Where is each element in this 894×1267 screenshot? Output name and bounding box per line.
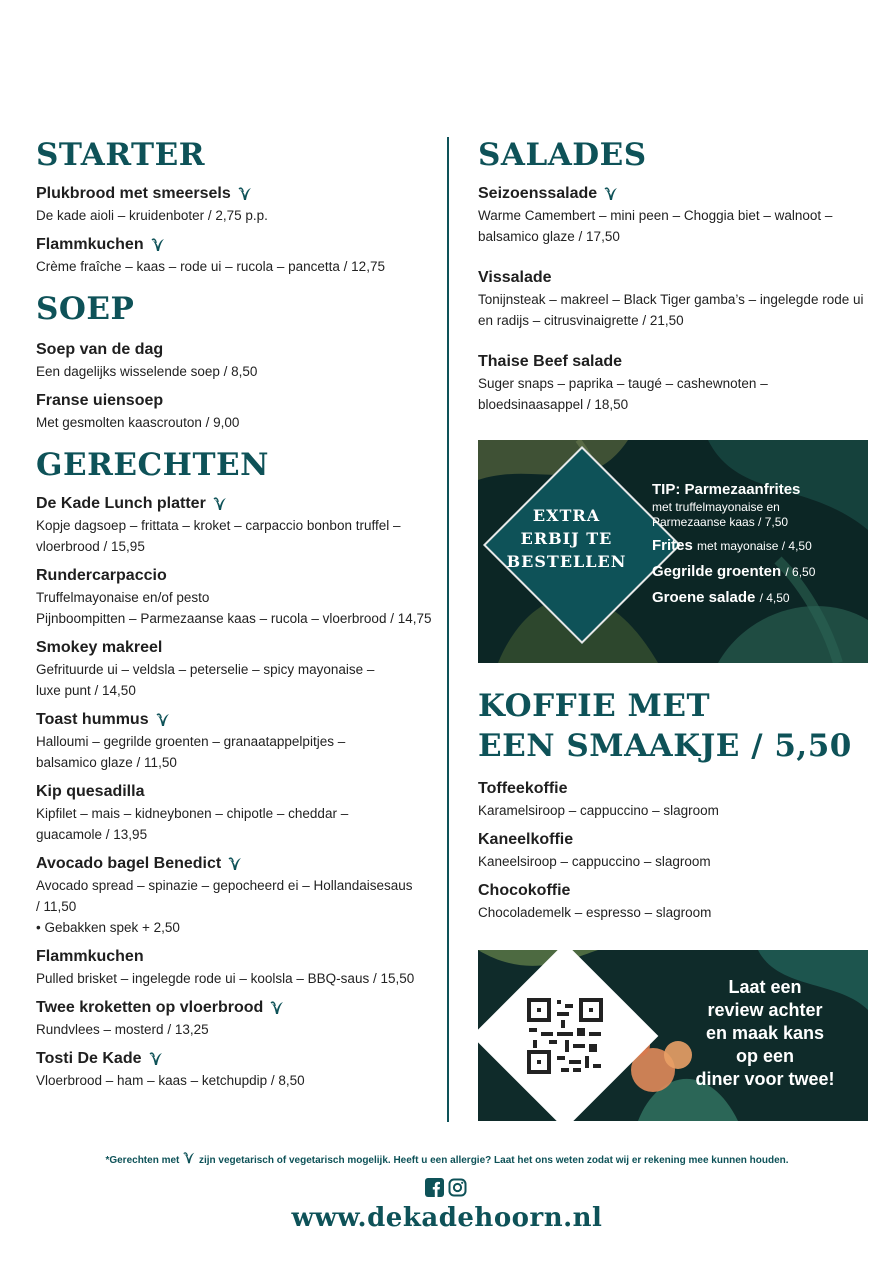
vegetarian-icon [212, 496, 228, 512]
menu-item [36, 709, 436, 773]
item-desc: Rundvlees – mosterd / 13,25 [36, 1022, 209, 1037]
vegetarian-icon [155, 712, 171, 728]
column-divider [447, 137, 449, 1122]
menu-item [36, 390, 436, 433]
item-desc: Kaneelsiroop – cappuccino – slagroom [478, 854, 711, 869]
item-name: Soep van de dag [36, 341, 164, 358]
salades-title: SALADES [478, 137, 647, 173]
item-name: Toast hummus [36, 711, 149, 728]
item-desc: Pijnboompitten – Parmezaanse kaas – rucola – vloerbrood / 14,75 [36, 611, 432, 626]
menu-item [36, 183, 436, 226]
social-links [425, 1178, 467, 1197]
item-desc: De kade aioli – kruidenboter / 2,75 p.p. [36, 208, 268, 223]
website-link[interactable]: www.dekadehoorn.nl [291, 1203, 603, 1233]
menu-item [36, 853, 436, 938]
extra-item: Frites met mayonaise / 4,50 [652, 537, 812, 554]
menu-item [36, 1048, 436, 1091]
item-name: Toffeekoffie [478, 780, 568, 797]
item-name: Twee kroketten op vloerbrood [36, 999, 264, 1016]
item-desc: bloedsinaasappel / 18,50 [478, 397, 629, 412]
item-name: Kip quesadilla [36, 783, 145, 800]
item-desc: Truffelmayonaise en/of pesto [36, 590, 210, 605]
item-desc: Chocolademelk – espresso – slagroom [478, 905, 712, 920]
item-desc: Tonijnsteak – makreel – Black Tiger gamba’s – ingelegde rode ui [478, 292, 864, 307]
item-desc: Avocado spread – spinazie – gepocheerd ei – Hollandaisesaus [36, 878, 413, 893]
vegetarian-icon [148, 1051, 164, 1067]
soep-title: SOEP [36, 291, 135, 327]
facebook-icon[interactable] [425, 1178, 444, 1197]
menu-item [478, 267, 873, 331]
koffie-section [478, 686, 873, 923]
tip-desc: met truffelmayonaise en [652, 500, 780, 514]
item-name: Franse uiensoep [36, 392, 164, 409]
item-desc: Crème fraîche – kaas – rode ui – rucola – pancetta / 12,75 [36, 259, 385, 274]
item-desc: Warme Camembert – mini peen – Choggia biet – walnoot – [478, 208, 833, 223]
vegetarian-icon [227, 856, 243, 872]
item-name: Seizoenssalade [478, 185, 598, 202]
vegetarian-icon [603, 186, 619, 202]
menu-item [36, 493, 436, 557]
vegetarian-icon [269, 1000, 285, 1016]
item-desc: vloerbrood / 15,95 [36, 539, 145, 554]
item-name: Rundercarpaccio [36, 567, 167, 584]
item-desc: Gefrituurde ui – veldsla – peterselie – spicy mayonaise – [36, 662, 375, 677]
menu-item [478, 880, 873, 923]
extra-item: Groene salade / 4,50 [652, 589, 790, 606]
item-desc: Suger snaps – paprika – taugé – cashewnoten – [478, 376, 768, 391]
item-desc: Een dagelijks wisselende soep / 8,50 [36, 364, 258, 379]
review-text: Laat een review achter en maak kans op een diner voor twee! [695, 977, 835, 1089]
vegetarian-icon [150, 237, 166, 253]
menu-item [36, 781, 436, 845]
vegetarian-icon [237, 186, 253, 202]
instagram-icon[interactable] [448, 1178, 467, 1197]
koffie-title: KOFFIE MET EEN SMAAKJE / 5,50 [478, 688, 852, 764]
item-desc: guacamole / 13,95 [36, 827, 148, 842]
item-name: Kaneelkoffie [478, 831, 574, 848]
item-desc: Pulled brisket – ingelegde rode ui – koolsla – BBQ-saus / 15,50 [36, 971, 415, 986]
menu-item [36, 637, 436, 701]
item-desc: en radijs – citrusvinaigrette / 21,50 [478, 313, 684, 328]
menu-item [478, 351, 873, 415]
vegetarian-icon [182, 1151, 196, 1165]
menu-item [36, 339, 436, 382]
extra-badge-text: EXTRA ERBIJ TE BESTELLEN [506, 506, 627, 571]
tip-desc: Parmezaanse kaas / 7,50 [652, 515, 789, 529]
item-name: Plukbrood met smeersels [36, 185, 231, 202]
item-desc: balsamico glaze / 11,50 [36, 755, 177, 770]
menu-item [478, 183, 873, 247]
item-desc: / 11,50 [36, 899, 77, 914]
item-desc: balsamico glaze / 17,50 [478, 229, 620, 244]
item-desc: Vloerbrood – ham – kaas – ketchupdip / 8,50 [36, 1073, 305, 1088]
footnote: *Gerechten met zijn vegetarisch of vegetarisch mogelijk. Heeft u een allergie? Laat het ons weten zodat wij er rekening mee kunnen houden. [0, 1151, 894, 1166]
item-desc: luxe punt / 14,50 [36, 683, 136, 698]
extra-item: Gegrilde groenten / 6,50 [652, 563, 816, 580]
menu-item [36, 565, 436, 629]
item-name: Flammkuchen [36, 948, 144, 965]
item-desc: Halloumi – gegrilde groenten – granaatappelpitjes – [36, 734, 346, 749]
starter-title: STARTER [36, 137, 205, 173]
item-desc: Met gesmolten kaascrouton / 9,00 [36, 415, 240, 430]
tip-title: TIP: Parmezaanfrites [652, 481, 801, 498]
item-extra: • Gebakken spek + 2,50 [36, 920, 180, 935]
item-name: Thaise Beef salade [478, 353, 623, 370]
item-name: Vissalade [478, 269, 552, 286]
item-desc: Kopje dagsoep – frittata – kroket – carpaccio bonbon truffel – [36, 518, 401, 533]
item-name: Tosti De Kade [36, 1050, 142, 1067]
item-name: Avocado bagel Benedict [36, 855, 222, 872]
menu-item [36, 234, 436, 277]
review-panel [478, 950, 868, 1121]
left-column [36, 130, 436, 1091]
menu-item [478, 829, 873, 872]
menu-item [478, 778, 873, 821]
item-desc: Karamelsiroop – cappuccino – slagroom [478, 803, 719, 818]
menu-item [36, 946, 436, 989]
qr-pattern [525, 996, 605, 1076]
item-name: Flammkuchen [36, 236, 144, 253]
menu-item [36, 997, 436, 1040]
item-name: Smokey makreel [36, 639, 163, 656]
right-column [478, 130, 873, 415]
extra-order-panel [478, 440, 868, 663]
item-name: De Kade Lunch platter [36, 495, 206, 512]
item-desc: Kipfilet – mais – kidneybonen – chipotle – cheddar – [36, 806, 349, 821]
extra-list [652, 480, 862, 608]
gerechten-title: GERECHTEN [36, 447, 269, 483]
item-name: Chocokoffie [478, 882, 571, 899]
